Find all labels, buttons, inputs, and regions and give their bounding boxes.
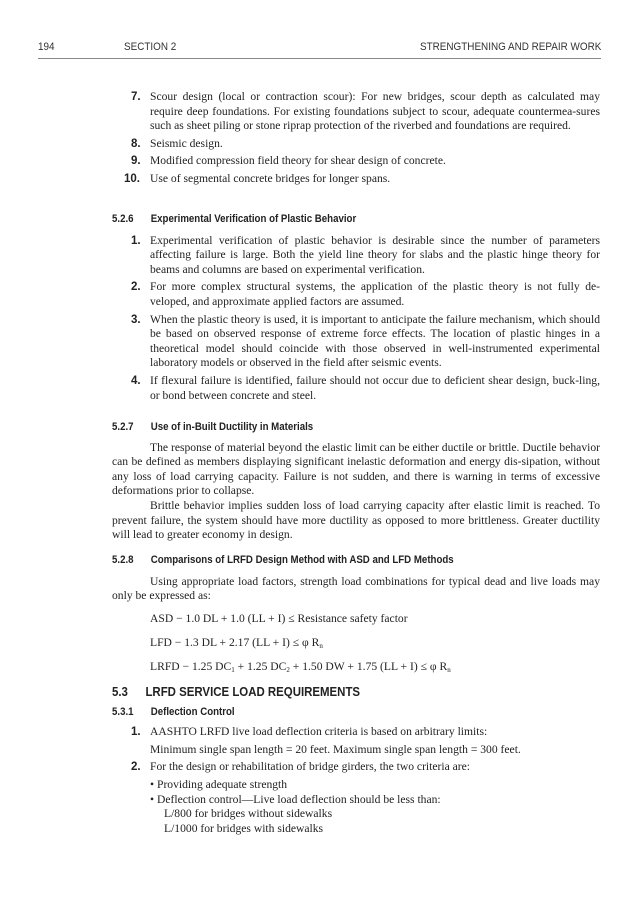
header-rule — [38, 58, 601, 59]
paragraph: Brittle behavior implies sudden loss of load carrying capacity after elastic limit is reached. To prevent failure, the system should have more ductility as opposed to more brittleness. Greater ductility will lead to greater economy in design. — [112, 498, 600, 542]
text: For more complex structural systems, the application of the plastic theory is not fully de-veloped, and approximate applied factors are assumed. — [150, 280, 600, 308]
text: AASHTO LRFD live load deflection criteria is based on arbitrary limits: — [150, 725, 488, 739]
text: For the design or rehabilitation of bridge girders, the two criteria are: — [150, 760, 471, 774]
text: Modified compression field theory for shear design of concrete. — [150, 154, 446, 168]
text: • — [150, 777, 155, 791]
text: Use of in-Built Ductility in Materials — [150, 421, 314, 433]
text: Providing adequate strength — [157, 777, 288, 791]
running-head-chapter: STRENGTHENING AND REPAIR WORK — [420, 41, 602, 53]
paragraph: Using appropriate load factors, strength load combinations for typical dead and live loads may only be expressed as: — [112, 574, 600, 603]
text: 1 — [231, 665, 235, 674]
text: Comparisons of LRFD Design Method with ASD and LFD Methods — [150, 554, 454, 566]
list-design-items — [112, 90, 600, 190]
list-item — [112, 234, 600, 278]
list-item — [112, 760, 600, 775]
equation-lfd — [112, 636, 600, 652]
list-number: 2. — [131, 281, 141, 294]
list-item — [112, 313, 600, 371]
bullet-item — [112, 793, 600, 808]
text: 5.3.1 — [112, 705, 134, 718]
list-number: 8. — [131, 137, 141, 150]
text — [112, 234, 600, 404]
text: Deflection Control — [150, 705, 235, 718]
page-number: 194 — [38, 41, 55, 53]
text: LFD − 1.3 DL + 2.17 (LL + I) ≤ φ R — [150, 635, 320, 649]
list-number: 1. — [131, 726, 141, 739]
text: 2 — [286, 665, 290, 674]
text: LRFD SERVICE LOAD REQUIREMENTS — [145, 684, 361, 699]
section-5-3 — [112, 685, 600, 836]
equation-asd — [112, 612, 600, 628]
section-5-2-6 — [112, 212, 600, 406]
section-heading — [112, 212, 541, 227]
text: Use of segmental concrete bridges for longer spans. — [150, 171, 391, 185]
text: Deflection control—Live load deflection should be less than: — [157, 792, 441, 806]
equation-lrfd — [112, 660, 600, 676]
list-number: 10. — [124, 172, 140, 185]
text: n — [319, 641, 323, 650]
text: Experimental verification of plastic behavior is desirable since the number of parameters affecting failure is large. Both the yield line theory for slabs and the plastic hinge theory for beams and columns are based on experimental verification. — [150, 233, 600, 276]
list-number: 7. — [131, 91, 141, 103]
text: Experimental Verification of Plastic Behavior — [150, 213, 357, 225]
bullet-item — [112, 778, 600, 793]
text: n — [447, 665, 451, 674]
list-number: 1. — [131, 234, 141, 247]
text: Scour design (local or contraction scour): For new bridges, scour depth as calculated may require deep foundations. For existing foundations subject to scour, adequate countermea-sures such as sheet piling or stone riprap protection of the riverbed and foundations are required. — [150, 90, 600, 133]
text: + 1.50 DW + 1.75 (LL + I) ≤ φ R — [289, 659, 448, 673]
text: Seismic design. — [150, 136, 223, 150]
list-item — [112, 137, 600, 152]
text: + 1.25 DC — [234, 659, 287, 673]
list-item — [112, 90, 600, 134]
section-heading — [112, 685, 541, 700]
section-heading — [112, 420, 541, 435]
list-item — [112, 725, 600, 740]
text — [112, 725, 600, 836]
text: ASD − 1.0 DL + 1.0 (LL + I) ≤ Resistance safety factor — [150, 611, 408, 625]
text: If flexural failure is identified, failure should not occur due to deficient shear design, buck-ling, or bond between concrete and steel. — [150, 373, 600, 402]
list-item — [112, 154, 600, 169]
list-number: 9. — [131, 155, 141, 168]
list-item — [112, 172, 600, 187]
section-5-2-8 — [112, 553, 600, 676]
list-number: 3. — [131, 313, 141, 326]
text: 5.2.7 — [112, 421, 134, 433]
deflection-limit: L/800 for bridges without sidewalks — [164, 807, 333, 821]
section-5-2-7 — [112, 420, 600, 543]
list-number: 2. — [131, 761, 141, 774]
section-heading — [112, 553, 541, 568]
text: LRFD − 1.25 DC — [150, 659, 232, 673]
text: When the plastic theory is used, it is important to anticipate the failure mechanism, which should be based on observed response of extreme force effects. The location of plastic hinges in a theoretical model should coincide with those observed in well-instrumented experimental laboratory models or observed in the field after seismic events. — [150, 312, 600, 370]
paragraph: The response of material beyond the elastic limit can be either ductile or brittle. Ductile behavior can be defined as members displaying significant inelastic deformation and energy dis-sipation, without any loss of load carrying capacity. Failure is not sudden, and there is warning in terms of excessive deformations prior to collapse. — [112, 440, 600, 498]
text: 5.3 — [112, 684, 128, 699]
text — [112, 441, 600, 543]
running-head-section: SECTION 2 — [124, 41, 177, 53]
deflection-limit: L/1000 for bridges with sidewalks — [164, 821, 324, 835]
list-item — [112, 280, 600, 309]
span-length-limits: Minimum single span length = 20 feet. Maximum single span length = 300 feet. — [150, 742, 521, 756]
text: • — [150, 792, 155, 806]
list-item — [112, 374, 600, 403]
text: 5.2.6 — [112, 213, 134, 225]
list-number: 4. — [131, 374, 141, 387]
subsection-heading — [112, 705, 541, 720]
text: 5.2.8 — [112, 554, 134, 566]
